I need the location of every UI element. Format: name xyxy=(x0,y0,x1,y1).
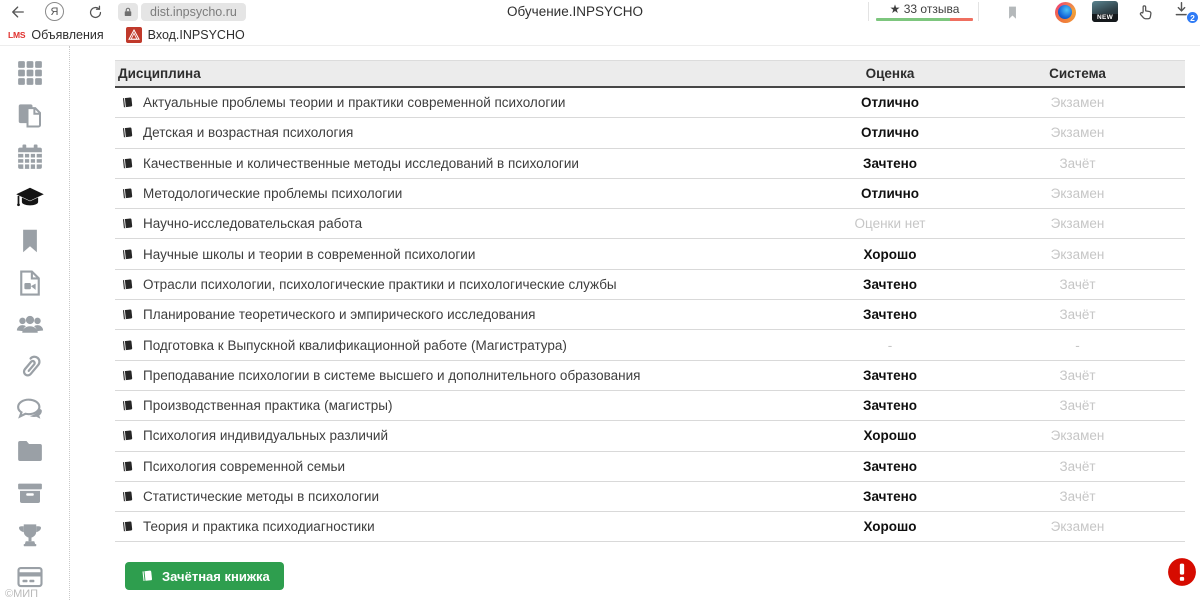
discipline-cell[interactable] xyxy=(115,125,810,140)
discipline-label: Производственная практика (магистры) xyxy=(143,398,393,414)
discipline-cell[interactable] xyxy=(115,519,810,534)
system-cell: - xyxy=(1075,337,1080,353)
yandex-icon: Я xyxy=(50,5,59,18)
alert-exclamation-icon xyxy=(1167,557,1197,587)
browser-toolbar xyxy=(0,0,1200,24)
discipline-label: Статистические методы в психологии xyxy=(143,489,379,504)
table-row[interactable] xyxy=(115,88,1185,118)
discipline-cell[interactable] xyxy=(115,398,810,413)
discipline-label: Психология индивидуальных различий xyxy=(143,428,388,444)
book-icon xyxy=(120,338,135,353)
back-button[interactable] xyxy=(6,1,30,23)
book-icon xyxy=(120,216,135,231)
discipline-cell[interactable] xyxy=(115,156,810,171)
page-content xyxy=(0,46,1200,600)
book-icon xyxy=(120,489,135,504)
actions-row xyxy=(115,562,1185,590)
lms-favicon: LMS xyxy=(8,29,26,40)
sidebar-item-users[interactable] xyxy=(12,309,48,341)
grade-cell: Зачтено xyxy=(863,276,917,292)
users-icon xyxy=(15,310,45,340)
main-area xyxy=(70,46,1200,600)
system-cell: Экзамен xyxy=(1050,428,1105,444)
address-bar[interactable]: dist.inpsycho.ru xyxy=(141,3,246,21)
collections-button[interactable] xyxy=(1134,1,1156,23)
bookmark-item-lms[interactable]: LMS Объявления xyxy=(8,27,104,42)
discipline-label: Подготовка к Выпускной квалификационной работе (Магистратура) xyxy=(143,337,567,353)
discipline-label: Научные школы и теории в современной психологии xyxy=(143,246,476,262)
book-icon xyxy=(120,247,135,262)
bookmark-flag-icon xyxy=(1005,4,1020,21)
sidebar-item-graduation-cap[interactable] xyxy=(12,183,48,215)
page-title: Обучение.INPSYCHO xyxy=(507,4,643,19)
star-icon: ★ xyxy=(889,2,901,16)
new-feature-button[interactable] xyxy=(1092,1,1118,22)
table-row[interactable] xyxy=(115,512,1185,542)
table-row[interactable] xyxy=(115,179,1185,209)
apps-grid-icon xyxy=(15,58,45,88)
table-row[interactable] xyxy=(115,330,1185,360)
system-cell: Зачёт xyxy=(1059,155,1096,171)
grade-cell: Хорошо xyxy=(863,246,917,262)
book-icon xyxy=(120,277,135,292)
system-cell: Экзамен xyxy=(1050,95,1105,111)
system-cell: Экзамен xyxy=(1050,186,1105,202)
table-row[interactable] xyxy=(115,239,1185,269)
sidebar-item-folder[interactable] xyxy=(12,435,48,467)
discipline-label: Качественные и количественные методы исследований в психологии xyxy=(143,155,579,171)
sidebar-item-documents[interactable] xyxy=(12,99,48,131)
sidebar-item-bookmark[interactable] xyxy=(12,225,48,257)
downloads-button[interactable] xyxy=(1172,0,1196,23)
grade-cell: Зачтено xyxy=(863,489,917,504)
grades-table-body xyxy=(115,88,1185,542)
column-header-system: Система xyxy=(1049,66,1106,81)
discipline-label: Теория и практика психодиагностики xyxy=(143,519,375,535)
archive-box-icon xyxy=(15,478,45,508)
grade-cell: Зачтено xyxy=(863,307,917,323)
discipline-label: Детская и возрастная психология xyxy=(143,125,354,141)
system-cell: Экзамен xyxy=(1050,216,1105,232)
yandex-button[interactable] xyxy=(45,2,64,21)
book-icon xyxy=(120,186,135,201)
folder-icon xyxy=(15,436,45,466)
toolbar-separator xyxy=(978,2,979,21)
table-row[interactable] xyxy=(115,421,1185,451)
book-icon xyxy=(139,568,155,584)
rating-bar-positive xyxy=(876,18,950,21)
grades-table-header xyxy=(115,60,1185,88)
mip-favicon xyxy=(126,27,142,43)
site-security-button[interactable] xyxy=(118,3,138,21)
download-count-badge: 2 xyxy=(1186,11,1199,24)
lock-icon xyxy=(122,6,134,18)
sidebar-nav xyxy=(0,46,70,600)
discipline-label: Планирование теоретического и эмпирического исследования xyxy=(143,307,536,323)
grade-cell: Оценки нет xyxy=(854,216,926,232)
bookmarks-bar xyxy=(0,24,1200,46)
rating-bar xyxy=(876,18,973,21)
table-row[interactable] xyxy=(115,149,1185,179)
sidebar-item-paperclip[interactable] xyxy=(12,351,48,383)
discipline-label: Преподавание психологии в системе высшего и дополнительного образования xyxy=(143,367,641,383)
refresh-button[interactable] xyxy=(84,1,106,23)
sidebar-item-calendar[interactable] xyxy=(12,141,48,173)
book-icon xyxy=(120,428,135,443)
bookmark-page-button[interactable] xyxy=(1002,2,1022,22)
video-file-icon xyxy=(15,268,45,298)
book-icon xyxy=(120,398,135,413)
discipline-cell[interactable] xyxy=(115,216,810,231)
discipline-cell[interactable] xyxy=(115,489,810,504)
bookmark-item-inpsycho[interactable]: Вход.INPSYCHO xyxy=(126,27,245,43)
system-cell: Зачёт xyxy=(1059,307,1096,323)
discipline-label: Психология современной семьи xyxy=(143,458,346,474)
discipline-cell[interactable] xyxy=(115,277,810,292)
sidebar-item-video-file[interactable] xyxy=(12,267,48,299)
sidebar-item-archive-box[interactable] xyxy=(12,477,48,509)
grade-cell: Отлично xyxy=(860,186,920,202)
graduation-cap-icon xyxy=(15,184,45,214)
table-row[interactable] xyxy=(115,361,1185,391)
back-arrow-icon xyxy=(9,3,27,21)
site-rating-widget[interactable] xyxy=(876,2,973,21)
column-header-discipline: Дисциплина xyxy=(118,66,201,81)
system-cell: Зачёт xyxy=(1059,398,1096,414)
system-cell: Экзамен xyxy=(1050,519,1105,535)
alert-button[interactable] xyxy=(1167,557,1197,587)
book-icon xyxy=(120,125,135,140)
paperclip-icon xyxy=(15,352,45,382)
bookmark-icon xyxy=(15,226,45,256)
chat-icon xyxy=(15,394,45,424)
system-cell: Зачёт xyxy=(1059,489,1096,504)
trophy-icon xyxy=(15,520,45,550)
system-cell: Зачёт xyxy=(1059,458,1096,474)
discipline-cell[interactable] xyxy=(115,186,810,201)
toolbar-separator xyxy=(868,2,869,21)
column-header-grade: Оценка xyxy=(865,66,915,81)
discipline-cell[interactable] xyxy=(115,247,810,262)
rating-bar-negative xyxy=(950,18,973,21)
book-icon xyxy=(120,95,135,110)
sidebar-item-apps-grid[interactable] xyxy=(12,57,48,89)
table-row[interactable] xyxy=(115,482,1185,512)
discipline-cell[interactable] xyxy=(115,459,810,474)
refresh-icon xyxy=(87,4,104,21)
grade-cell: Отлично xyxy=(860,125,920,141)
discipline-cell[interactable] xyxy=(115,428,810,443)
table-row[interactable] xyxy=(115,452,1185,482)
extension-button[interactable] xyxy=(1054,1,1076,23)
copyright-label: ©МИП xyxy=(5,588,39,600)
table-row[interactable] xyxy=(115,391,1185,421)
book-icon xyxy=(120,307,135,322)
extension-circle-icon xyxy=(1055,2,1076,23)
sidebar-item-trophy[interactable] xyxy=(12,519,48,551)
discipline-label: Методологические проблемы психологии xyxy=(143,186,403,202)
hand-pointer-icon xyxy=(1136,3,1155,22)
discipline-cell[interactable] xyxy=(115,338,810,353)
discipline-cell[interactable] xyxy=(115,368,810,383)
grade-cell: Хорошо xyxy=(863,428,917,444)
discipline-cell[interactable] xyxy=(115,95,810,110)
discipline-label: Научно-исследовательская работа xyxy=(143,216,363,232)
grade-cell: Зачтено xyxy=(863,398,917,414)
grade-cell: Хорошо xyxy=(863,519,917,535)
system-cell: Экзамен xyxy=(1050,125,1105,141)
system-cell: Экзамен xyxy=(1050,246,1105,262)
table-row[interactable] xyxy=(115,209,1185,239)
rating-label: ★ 33 отзыва xyxy=(889,2,960,16)
grade-cell: Зачтено xyxy=(863,458,917,474)
table-row[interactable] xyxy=(115,270,1185,300)
system-cell: Зачёт xyxy=(1059,276,1096,292)
sidebar-item-chat[interactable] xyxy=(12,393,48,425)
calendar-icon xyxy=(15,142,45,172)
table-row[interactable] xyxy=(115,118,1185,148)
gradebook-button[interactable]: Зачётная книжка xyxy=(125,562,284,590)
new-badge: NEW xyxy=(1092,14,1118,22)
discipline-label: Актуальные проблемы теории и практики современной психологии xyxy=(143,95,566,111)
book-icon xyxy=(120,156,135,171)
system-cell: Зачёт xyxy=(1059,367,1096,383)
book-icon xyxy=(120,519,135,534)
grade-cell: Зачтено xyxy=(863,155,917,171)
grade-cell: Отлично xyxy=(860,95,920,111)
book-icon xyxy=(120,459,135,474)
table-row[interactable] xyxy=(115,300,1185,330)
grade-cell: - xyxy=(887,337,893,353)
documents-icon xyxy=(15,100,45,130)
book-icon xyxy=(120,368,135,383)
grade-cell: Зачтено xyxy=(863,367,917,383)
discipline-cell[interactable] xyxy=(115,307,810,322)
discipline-label: Отрасли психологии, психологические практики и психологические службы xyxy=(143,276,617,292)
